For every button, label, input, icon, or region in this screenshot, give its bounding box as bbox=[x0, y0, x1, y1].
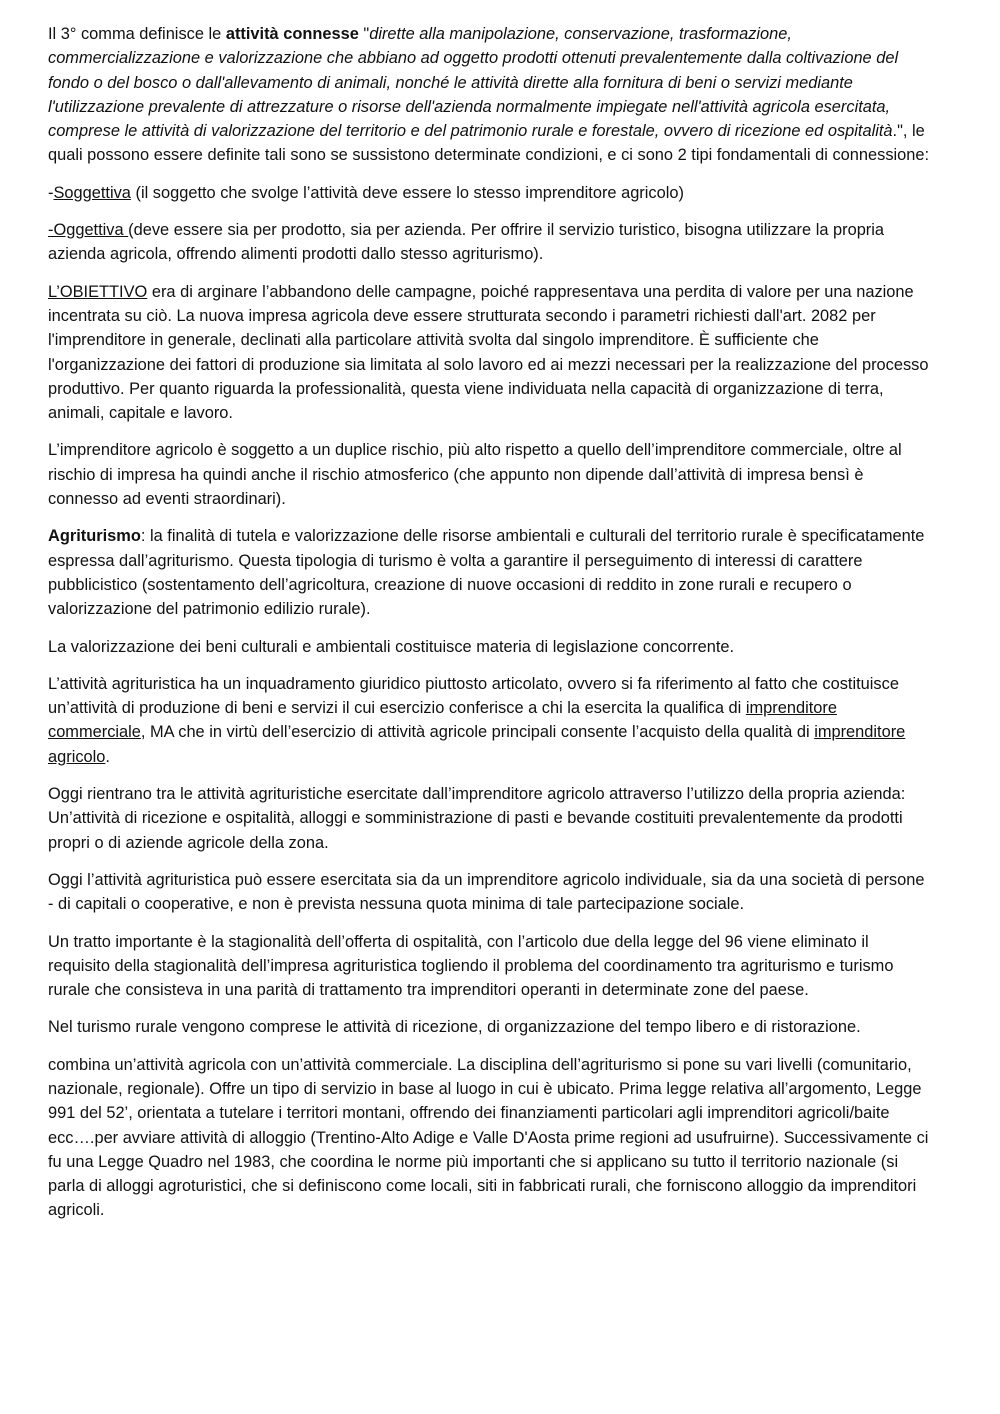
paragraph-rischio: L’imprenditore agricolo è soggetto a un duplice rischio, più alto rispetto a quello dell’imprenditore commerciale, oltre al rischio di impresa ha quindi anche il rischio atmosferico (che appunto non dipende dall’attività di impresa bensì è connesso ad eventi straordinari). bbox=[48, 441, 902, 509]
text: (il soggetto che svolge l’attività deve essere lo stesso imprenditore agricolo) bbox=[130, 183, 684, 202]
text: (deve essere sia per prodotto, sia per azienda. Per offrire il servizio turistico, bisogna utilizzare la propria azienda agricola, offrendo alimenti prodotti dallo stesso agriturismo). bbox=[48, 221, 885, 264]
paragraph-attivita-connesse bbox=[48, 22, 930, 168]
underlined-term: imprenditore commerciale bbox=[48, 699, 837, 742]
underlined-term: imprenditore agricolo bbox=[48, 723, 906, 766]
text: : la finalità di tutela e valorizzazione delle risorse ambientali e culturali del territorio rurale è specificatamente espressa dall’agriturismo. Questa tipologia di turismo è volta a garantire il perseguimento di interessi di carattere pubblicistico (sostentamento dell’agricoltura, creazione di nuove occasioni di reddito in zone rurali e recupero o valorizzazione del patrimonio edilizio rurale). bbox=[48, 527, 925, 619]
text: .", le quali possono essere definite tali sono se sussistono determinate condizioni, e ci sono 2 tipi fondamentali di connessione: bbox=[48, 122, 930, 165]
bold-term: attività connesse bbox=[225, 25, 359, 43]
italic-quote: dirette alla manipolazione, conservazione, trasformazione, commercializzazione e valorizzazione che abbiano ad oggetto prodotti ottenuti prevalentemente dalla coltivazione del fondo o del bosco o dall'allevamento di animali, nonché le attività dirette alla fornitura di beni o servizi mediante l'utilizzazione prevalente di attrezzature o risorse dell'azienda normalmente impiegate nell'attività agricola esercitata, comprese le attività di valorizzazione del territorio e del patrimonio rurale e forestale, ovvero di ricezione ed ospitalità bbox=[48, 25, 899, 141]
text: L’attività agrituristica ha un inquadramento giuridico piuttosto articolato, ovvero si fa riferimento al fatto che costituisce un’attività di produzione di beni e servizi il cui esercizio conferisce a chi la esercita la qualifica di bbox=[48, 674, 899, 718]
paragraph-agriturismo bbox=[48, 524, 930, 621]
text: . bbox=[105, 747, 110, 766]
paragraph-esercizio: Oggi l’attività agrituristica può essere esercitata sia da un imprenditore agricolo individuale, sia da una società di persone - di capitali o cooperative, e non è prevista nessuna quota minima di tale partecipazione sociale. bbox=[48, 870, 925, 914]
text: era di arginare l’abbandono delle campagne, poiché rappresentava una perdita di valore per una nazione incentrata su ciò. La nuova impresa agricola deve essere strutturata secondo i parametri richiesti dall'art. 2082 per l'imprenditore in generale, declinati alla particolare attività svolta dal singolo imprenditore. È sufficiente che l'organizzazione dei fattori di produzione sia limitata al solo lavoro ed ai mezzi necessari per la realizzazione del processo produttivo. Per quanto riguarda la professionalità, questa viene individuata nella capacità di organizzazione di terra, animali, capitale e lavoro. bbox=[48, 282, 929, 423]
underlined-term: -Oggettiva bbox=[48, 221, 129, 240]
paragraph-obiettivo bbox=[48, 280, 930, 426]
paragraph-oggettiva bbox=[48, 218, 930, 267]
text: Il 3° comma definisce le bbox=[48, 25, 226, 43]
paragraph-attivita-agrituristiche: Oggi rientrano tra le attività agrituristiche esercitate dall’imprenditore agricolo attraverso l’utilizzo della propria azienda: Un’attività di ricezione e ospitalità, alloggi e somministrazione di pasti e bevande costituiti prevalentemente da prodotti propri o di aziende agricole della zona. bbox=[48, 785, 906, 852]
text: - bbox=[48, 183, 54, 202]
paragraph-soggettiva bbox=[48, 181, 930, 205]
paragraph-disciplina: combina un’attività agricola con un’attività commerciale. La disciplina dell’agriturismo si pone su vari livelli (comunitario, nazionale, regionale). Offre un tipo di servizio in base al luogo in cui è ubicato. Prima legge relativa all’argomento, Legge 991 del 52’, orientata a tutelare i territori montani, offrendo dei finanziamenti particolari agli imprenditori agricoli/baite ecc….per avviare attività di alloggio (Trentino-Alto Adige e Valle D'Aosta prime regioni ad usufruirne). Successivamente ci fu una Legge Quadro nel 1983, che coordina le norme più importanti che si applicano su tutto il territorio nazionale (si parla di alloggi agroturistici, che si definiscono come locali, siti in fabbricati rurali, che forniscono alloggio da imprenditori agricoli. bbox=[48, 1055, 929, 1220]
paragraph-valorizzazione: La valorizzazione dei beni culturali e ambientali costituisce materia di legislazione concorrente. bbox=[48, 637, 735, 656]
underlined-term: L’OBIETTIVO bbox=[48, 282, 148, 301]
text: " bbox=[358, 25, 370, 43]
underlined-term: Soggettiva bbox=[53, 183, 131, 202]
text: , MA che in virtù dell’esercizio di attività agricole principali consente l’acquisto della qualità di bbox=[140, 723, 815, 742]
paragraph-stagionalita: Un tratto importante è la stagionalità dell’offerta di ospitalità, con l’articolo due della legge del 96 viene eliminato il requisito della stagionalità dell’impresa agrituristica togliendo il problema del coordinamento tra agriturismo e turismo rurale che consisteva in una parità di trattamento tra imprenditori operanti in determinate zone del paese. bbox=[48, 932, 894, 1000]
document-page bbox=[48, 22, 930, 1236]
bold-term: Agriturismo bbox=[48, 527, 141, 546]
paragraph-inquadramento bbox=[48, 672, 930, 769]
paragraph-turismo-rurale: Nel turismo rurale vengono comprese le attività di ricezione, di organizzazione del tempo libero e di ristorazione. bbox=[48, 1018, 861, 1037]
